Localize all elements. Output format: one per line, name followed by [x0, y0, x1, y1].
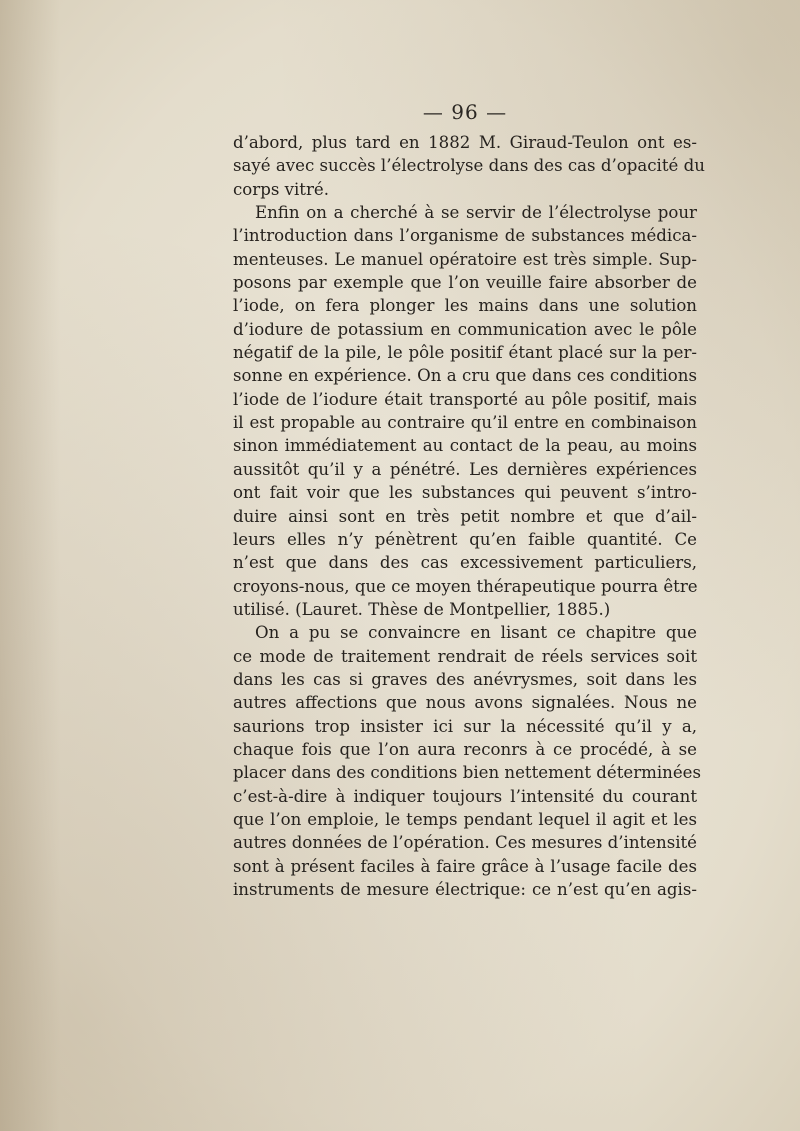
text-line: sayé avec succès l’électrolyse dans des cas d’opacité du — [233, 156, 705, 176]
text-line: placer dans des conditions bien nettement déterminées — [233, 763, 702, 783]
text-line: dans les cas si graves des anévrysmes, soit dans les — [233, 669, 697, 689]
text-line: croyons-nous, que ce moyen thérapeutique pourra être — [233, 576, 698, 596]
page-edge-shadow — [0, 0, 60, 1131]
text-line: l’iode, on fera plonger les mains dans une solution — [233, 296, 697, 316]
text-line: On a pu se convaincre en lisant ce chapitre que — [255, 623, 697, 643]
page-number: — 96 — — [422, 100, 508, 124]
text-line: leurs elles n’y pénètrent qu’en faible quantité. Ce — [233, 529, 697, 549]
text-line: l’introduction dans l’organisme de substances médica- — [233, 226, 697, 246]
text-line: chaque fois que l’on aura reconrs à ce procédé, à se — [233, 739, 697, 759]
text-line: menteuses. Le manuel opératoire est très simple. Sup- — [233, 249, 697, 269]
text-line: ce mode de traitement rendrait de réels services soit — [233, 646, 697, 666]
text-line: ont fait voir que les substances qui peuvent s’intro- — [233, 483, 697, 503]
text-line: d’iodure de potassium en communication avec le pôle — [233, 319, 697, 339]
text-line: négatif de la pile, le pôle positif étant placé sur la per- — [233, 343, 697, 363]
text-line: corps vitré. — [233, 179, 330, 199]
text-line: autres affections que nous avons signalées. Nous ne — [233, 693, 697, 713]
text-line: utilisé. (Lauret. Thèse de Montpellier, 1885.) — [233, 599, 611, 619]
text-line: aussitôt qu’il y a pénétré. Les dernières expériences — [233, 459, 697, 479]
text-line: instruments de mesure électrique: ce n’est qu’en agis- — [233, 880, 697, 899]
text-line: d’abord, plus tard en 1882 M. Giraud-Teulon ont es- — [233, 133, 697, 152]
text-line: sinon immédiatement au contact de la peau, au moins — [233, 436, 697, 456]
text-line: n’est que dans des cas excessivement particuliers, — [233, 553, 697, 573]
text-line: que l’on emploie, le temps pendant lequel il agit et les — [233, 809, 697, 829]
text-line: Enfin on a cherché à se servir de l’électrolyse pour — [255, 203, 697, 223]
text-line: c’est-à-dire à indiquer toujours l’intensité du courant — [233, 786, 697, 806]
text-line: posons par exemple que l’on veuille faire absorber de — [233, 273, 697, 293]
text-line: duire ainsi sont en très petit nombre et que d’ail- — [233, 506, 697, 526]
body-text — [233, 131, 705, 901]
text-line: l’iode de l’iodure était transporté au pôle positif, mais — [233, 389, 697, 409]
text-line: sonne en expérience. On a cru que dans ces conditions — [233, 366, 697, 386]
text-line: sont à présent faciles à faire grâce à l’usage facile des — [233, 856, 697, 876]
text-line: autres données de l’opération. Ces mesures d’intensité — [233, 833, 697, 853]
text-line: saurions trop insister ici sur la nécessité qu’il y a, — [233, 716, 697, 736]
text-line: il est propable au contraire qu’il entre en combinaison — [233, 413, 697, 433]
